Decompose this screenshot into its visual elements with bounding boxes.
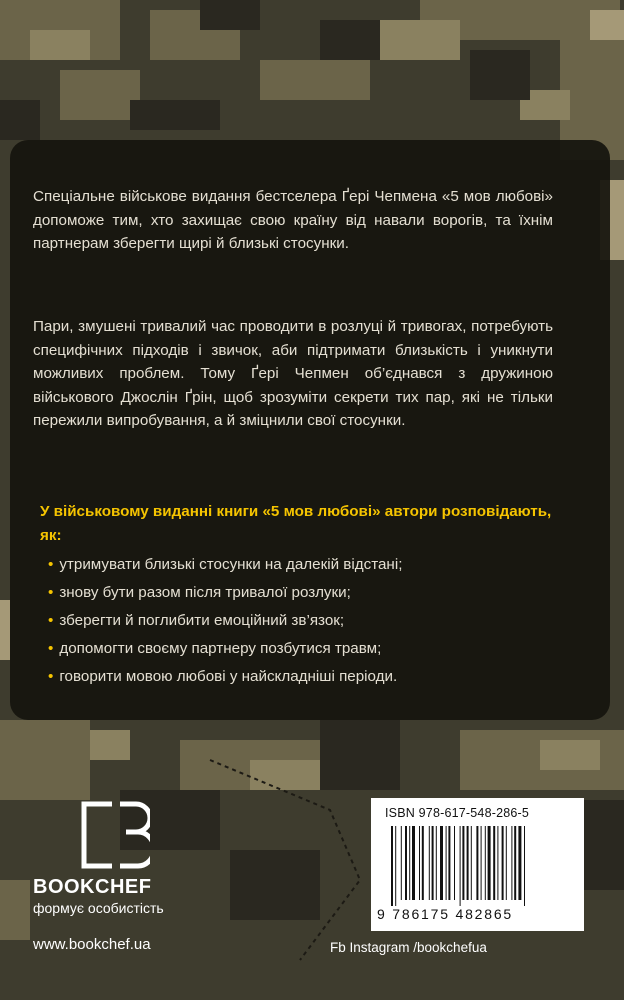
barcode-icon <box>391 826 571 906</box>
bullet-dot-icon: • <box>48 556 54 573</box>
bullet-dot-icon: • <box>48 640 54 657</box>
bullet-dot-icon: • <box>48 584 54 601</box>
ean-digits: 9 786175 482865 <box>377 906 513 922</box>
list-item-text: утримувати близькі стосунки на далекій відстані; <box>59 556 403 573</box>
publisher-website[interactable]: www.bookchef.ua <box>33 936 151 953</box>
highlight-heading: У військовому виданні книги «5 мов любові» автори розповідають, як: <box>40 503 552 544</box>
publisher-social[interactable]: Fb Instagram /bookchefua <box>330 940 487 955</box>
list-item <box>48 551 402 579</box>
list-item-text: знову бути разом після тривалої розлуки; <box>59 584 351 601</box>
benefits-list <box>48 551 402 691</box>
bookchef-logo-icon <box>80 800 150 870</box>
list-item-text: зберегти й поглибити емоційний зв’язок; <box>59 612 345 629</box>
list-item-text: допомогти своєму партнеру позбутися травм; <box>59 640 382 657</box>
list-item-text: говорити мовою любові у найскладніші періоди. <box>59 668 398 685</box>
description-paragraph-1: Спеціальне військове видання бестселера Ґері Чепмена «5 мов любові» допоможе тим, хто захищає свою країну від навали ворогів, та їхнім партнерам зберегти щирі й близькі стосунки. <box>33 188 553 252</box>
barcode-box <box>371 798 584 931</box>
publisher-name: BOOKCHEF <box>33 876 152 898</box>
list-item <box>48 607 402 635</box>
description-paragraph-2: Пари, змушені тривалий час проводити в розлуці й тривогах, потребують специфічних підходів і звичок, аби підтримати близькість і уникнути можливих проблем. Тому Ґері Чепмен об’єднався з дружиною військового Джослін Ґрін, щоб зрозуміти секрети тих пар, які не тільки пережили випробування, а й зміцнили свої стосунки. <box>33 318 553 429</box>
bullet-dot-icon: • <box>48 612 54 629</box>
list-item <box>48 579 402 607</box>
publisher-tagline: формує особистість <box>33 900 164 916</box>
list-item <box>48 635 402 663</box>
isbn-label: ISBN 978-617-548-286-5 <box>385 806 530 820</box>
list-item <box>48 663 402 691</box>
bullet-dot-icon: • <box>48 668 54 685</box>
